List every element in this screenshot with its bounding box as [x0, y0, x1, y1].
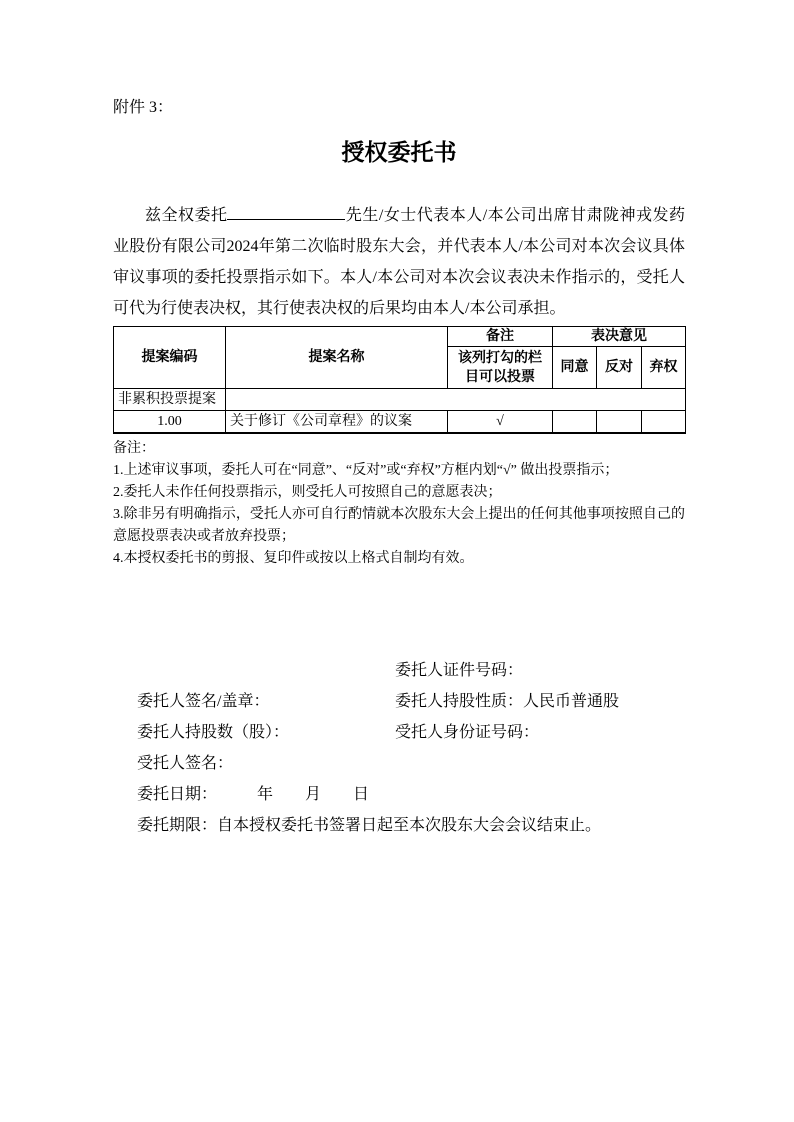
header-abstain: 弃权: [642, 347, 686, 389]
note-item-4: 4.本授权委托书的剪报、复印件或按以上格式自制均有效。: [113, 550, 474, 566]
header-agree: 同意: [553, 347, 597, 389]
table-row-section: [114, 389, 686, 411]
signature-section: [113, 655, 685, 834]
header-proposal-name: 提案名称: [226, 327, 448, 389]
signature-row-5: [113, 779, 685, 834]
proposal-name-cell: 关于修订《公司章程》的议案: [226, 411, 448, 433]
proposal-code-cell: 1.00: [114, 411, 226, 433]
remark-checkmark-cell: √: [448, 411, 553, 433]
voting-table: [113, 326, 686, 434]
proxy-term-line: 委托期限：自本授权委托书签署日起至本次股东大会会议结束止。: [137, 816, 602, 834]
proxy-name-blank-field: [227, 206, 345, 220]
intro-prefix: 兹全权委托: [145, 207, 228, 224]
header-oppose: 反对: [597, 347, 642, 389]
trustee-id-number-label: 受托人身份证号码：: [395, 723, 540, 741]
table-header-row-1: [114, 327, 686, 347]
signature-row-3: [113, 717, 685, 772]
note-item-3: 3.除非另有明确指示，受托人亦可自行酌情就本次股东大会上提出的任何其他事项按照自己的意愿投票表决或者放弃投票；: [113, 506, 685, 544]
header-proposal-code: 提案编码: [114, 327, 226, 389]
intro-body: 先生/女士代表本人/本公司出席甘肃陇神戎发药业股份有限公司2024年第二次临时股东大会，并代表本人/本公司对本次会议具体审议事项的委托投票指示如下。本人/本公司对本次会议表决未作指示的，受托人可代为行使表决权，其行使表决权的后果均由本人/本公司承担。: [113, 207, 685, 317]
abstain-vote-cell: [642, 411, 686, 433]
note-item-2: 2.委托人未作任何投票指示，则受托人可按照自己的意愿表决；: [113, 484, 502, 500]
header-remark: 备注: [448, 327, 553, 347]
table-row-proposal: [114, 411, 686, 433]
share-type-field: [395, 686, 619, 717]
agree-vote-cell: [553, 411, 597, 433]
share-type-label: 委托人持股性质：: [395, 692, 524, 710]
section-row-empty-cell: [226, 389, 686, 411]
trustee-signature-label: 受托人签名：: [137, 754, 234, 772]
principal-signature-label: 委托人签名/盖章：: [137, 692, 270, 710]
principal-id-number-label: 委托人证件号码：: [395, 661, 524, 679]
signature-row-4: [113, 748, 685, 803]
header-vote-opinion: 表决意见: [553, 327, 686, 347]
proxy-date-line: 委托日期： 年 月 日: [137, 785, 370, 803]
share-type-value: 人民币普通股: [523, 692, 620, 710]
page-title: 授权委托书: [341, 140, 457, 165]
note-item-1: 1.上述审议事项，委托人可在“同意”、“反对”或“弃权”方框内划“√” 做出投票指示；: [113, 462, 619, 478]
attachment-label: 附件 3：: [113, 99, 174, 116]
principal-shares-held-label: 委托人持股数（股）：: [137, 723, 290, 741]
oppose-vote-cell: [597, 411, 642, 433]
notes-label: 备注：: [113, 440, 155, 456]
header-remark-sub: 该列打勾的栏目可以投票: [448, 347, 553, 389]
notes-section: [113, 438, 685, 570]
intro-paragraph: [113, 200, 685, 324]
section-row-label: 非累积投票提案: [114, 389, 226, 411]
